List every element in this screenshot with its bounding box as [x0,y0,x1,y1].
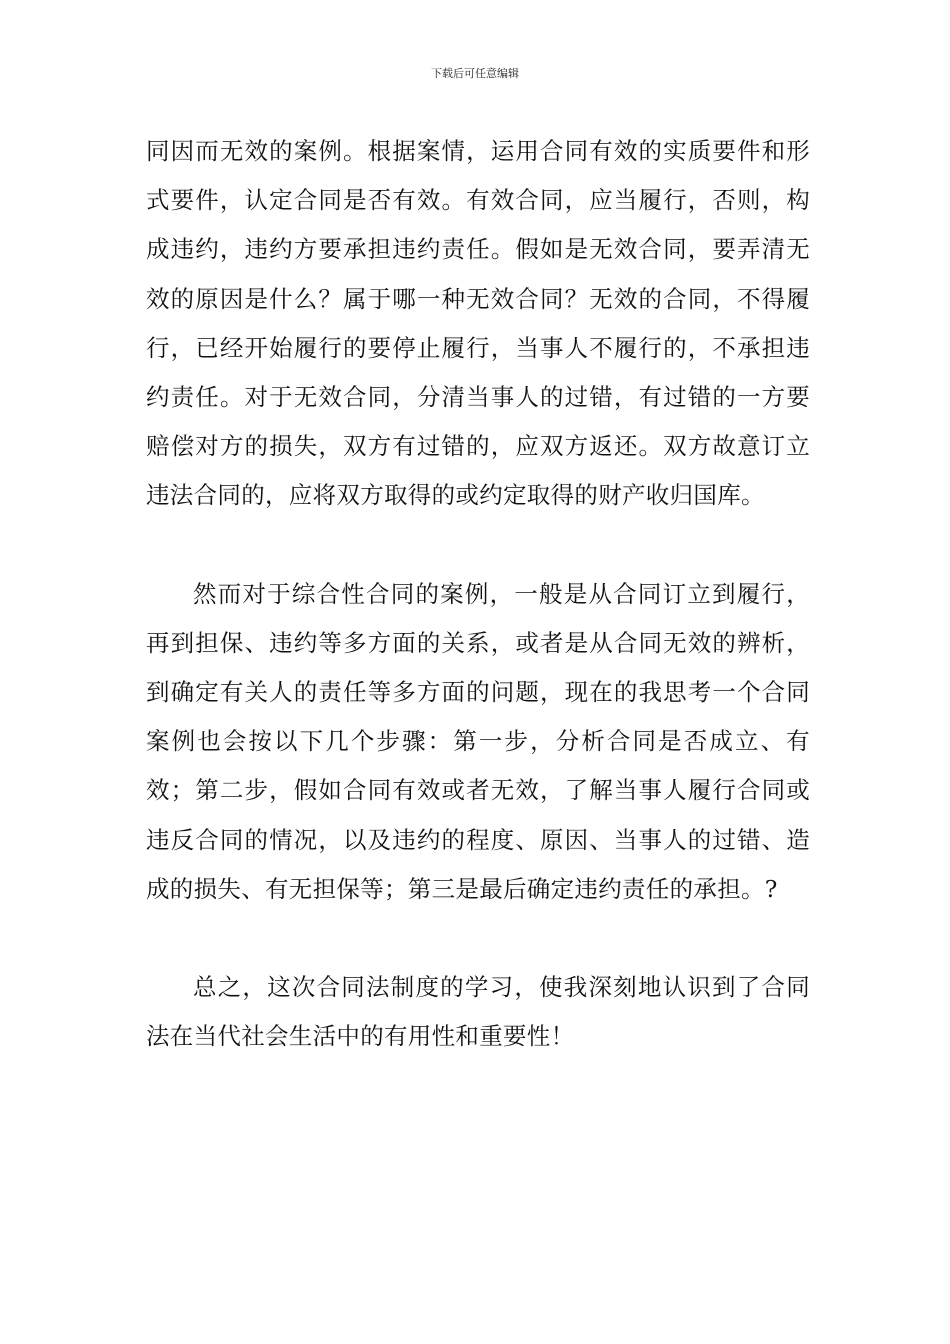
paragraph-1: 同因而无效的案例。根据案情，运用合同有效的实质要件和形式要件，认定合同是否有效。有效合同，应当履行，否则，构成违约，违约方要承担违约责任。假如是无效合同，要弄清无效的原因是什么？属于哪一种无效合同？无效的合同，不得履行，已经开始履行的要停止履行，当事人不履行的，不承担违约责任。对于无效合同，分清当事人的过错，有过错的一方要赔偿对方的损失，双方有过错的，应双方返还。双方故意订立违法合同的，应将双方取得的或约定取得的财产收归国库。 [146,137,810,510]
paragraph-2: 然而对于综合性合同的案例，一般是从合同订立到履行，再到担保、违约等多方面的关系，或者是从合同无效的辨析，到确定有关人的责任等多方面的问题，现在的我思考一个合同案例也会按以下几个步骤：第一步，分析合同是否成立、有效；第二步，假如合同有效或者无效，了解当事人履行合同或违反合同的情况，以及违约的程度、原因、当事人的过错、造成的损失、有无担保等；第三是最后确定违约责任的承担。? [146,579,810,903]
document-body [146,127,810,1061]
paragraph-spacer [146,914,810,963]
paragraph-spacer [146,521,810,570]
paragraph-3: 总之，这次合同法制度的学习，使我深刻地认识到了合同法在当代社会生活中的有用性和重要性！ [146,973,810,1051]
page-header: 下载后可任意编辑 [431,67,519,80]
